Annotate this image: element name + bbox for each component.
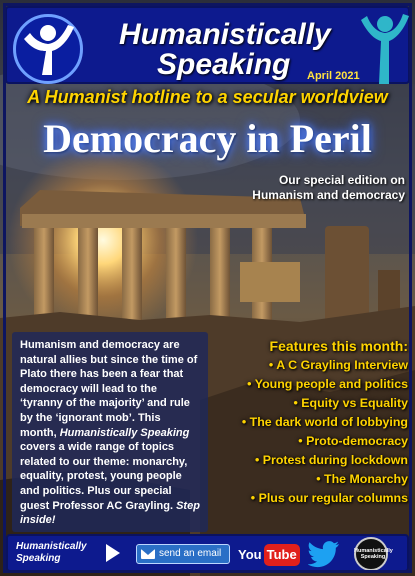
feature-item[interactable]: • A C Grayling Interview (208, 356, 408, 375)
play-icon[interactable] (106, 544, 120, 562)
feature-item[interactable]: • The dark world of lobbying (208, 413, 408, 432)
masthead-title-line2: Speaking (157, 48, 291, 81)
feature-item[interactable]: • Young people and politics (208, 375, 408, 394)
masthead (5, 6, 410, 84)
special-edition-note: Our special edition on Humanism and democracy (252, 173, 405, 202)
happy-human-figure-icon (357, 10, 413, 88)
issue-date: April 2021 (307, 70, 360, 82)
footer-brand-line1: Humanistically (16, 541, 87, 552)
send-email-button[interactable] (136, 544, 230, 564)
intro-cta: Step inside! (20, 499, 200, 527)
footer-brand-line2: Speaking (16, 553, 61, 564)
happy-human-icon (13, 14, 83, 84)
feature-item[interactable]: • Proto-democracy (208, 432, 408, 451)
intro-text-part2: covers a wide range of topics related to our theme: monarchy, equality, protest, young people and politics. Plus our special guest Professor AC Grayling. (20, 441, 188, 512)
youtube-tube-text: Tube (264, 544, 300, 566)
humanistically-speaking-badge[interactable] (354, 537, 393, 571)
masthead-title-line1: Humanistically (119, 18, 331, 51)
tagline: A Humanist hotline to a secular worldview (27, 87, 388, 107)
youtube-you-text: You (238, 547, 262, 562)
footer-bar (6, 534, 409, 572)
send-email-label: send an email (159, 548, 222, 559)
feature-item[interactable]: • Protest during lockdown (208, 451, 408, 470)
feature-item[interactable]: • Plus our regular columns (208, 489, 408, 508)
badge-line2: Speaking (360, 554, 386, 560)
envelope-icon (141, 549, 155, 559)
features-heading: Features this month: (269, 338, 408, 354)
intro-panel (12, 332, 208, 532)
youtube-button[interactable] (238, 544, 300, 566)
feature-item[interactable]: • The Monarchy (208, 470, 408, 489)
features-list (208, 338, 408, 508)
cover-headline: Democracy in Peril (43, 116, 372, 161)
intro-text-part1: Humanism and democracy are natural allies but since the time of Plato there has been a fear that democracy will lead to the ‘tyranny of the majority’ and rule by the ‘ignorant mob’. This month, (20, 339, 198, 439)
feature-item[interactable]: • Equity vs Equality (208, 394, 408, 413)
badge-line1: Humanistically (354, 548, 393, 554)
footer-brand (16, 541, 87, 565)
intro-publication-name: Humanistically Speaking (59, 426, 190, 439)
twitter-bird-icon[interactable] (308, 540, 340, 568)
